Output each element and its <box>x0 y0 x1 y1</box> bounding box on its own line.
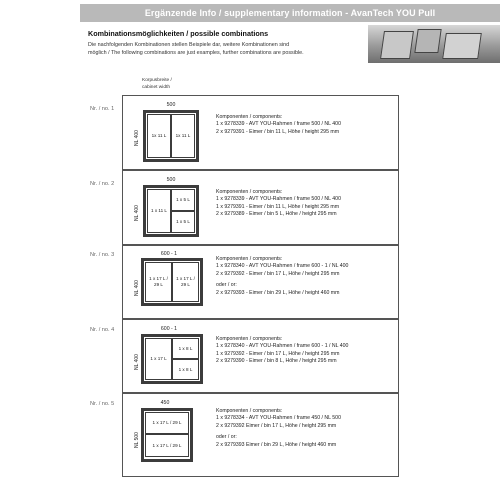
bin-cell: 1 x 8 L <box>172 338 199 359</box>
combo-card-5 <box>122 393 399 477</box>
frame-diagram <box>141 334 203 384</box>
bin-cell: 1x 11 L <box>147 114 171 158</box>
combo-number: Nr. / no. 3 <box>90 252 115 258</box>
combo-card-4 <box>122 319 399 393</box>
cabinet-width: 600 - 1 <box>160 251 178 257</box>
component-line: 2 x 9279393 Eimer / bin 29 L, Höhe / height 460 mm <box>216 441 337 448</box>
component-line: 1 x 9278340 - AVT YOU-Rahmen / frame 600 - 1 / NL 400 <box>216 343 349 350</box>
section-title: Kombinationsmöglichkeiten / possible combinations <box>88 29 269 38</box>
column-label <box>142 77 172 91</box>
component-line: oder / or: <box>216 434 237 441</box>
cabinet-width: 500 <box>166 177 176 183</box>
combo-card-3 <box>122 245 399 319</box>
bin-cell: 1 x 11 L <box>147 189 171 233</box>
components-list <box>216 189 341 219</box>
component-line: 2 x 9279390 - Eimer / bin 8 L, Höhe / height 295 mm <box>216 358 337 365</box>
frame-diagram <box>143 110 199 162</box>
component-line: 1 x 9279392 - Eimer / bin 17 L, Höhe / height 295 mm <box>216 350 340 357</box>
components-list <box>216 336 348 366</box>
component-line: Komponenten / components: <box>216 336 283 342</box>
component-line: 2 x 9279392 Eimer / bin 17 L, Höhe / height 295 mm <box>216 422 337 429</box>
intro-line: möglich / The following combinations are just examples, further combinations are possible. <box>88 50 304 56</box>
combo-card-1 <box>122 95 399 170</box>
component-line: Komponenten / components: <box>216 114 283 120</box>
component-line: 1 x 9279391 - Eimer / bin 11 L, Höhe / height 295 mm <box>216 203 340 210</box>
component-line: 1 x 9278339 - AVT YOU-Rahmen / frame 500 / NL 400 <box>216 121 341 128</box>
components-list <box>216 256 348 297</box>
component-line: 1 x 9278334 - AVT YOU-Rahmen / frame 450 / NL 500 <box>216 415 341 422</box>
component-line: 2 x 9279391 - Eimer / bin 11 L, Höhe / height 295 mm <box>216 128 340 135</box>
component-line: 1 x 9278340 - AVT YOU-Rahmen / frame 600 - 1 / NL 400 <box>216 263 349 270</box>
component-line: 2 x 9279393 - Eimer / bin 29 L, Höhe / height 460 mm <box>216 289 340 296</box>
intro-line: Die nachfolgenden Kombinationen stellen Beispiele dar, weitere Kombinationen sind <box>88 42 290 48</box>
bin-cell: 1 x 17 L / 29 L <box>172 262 199 302</box>
product-photo <box>368 25 500 63</box>
component-line: 2 x 9279389 - Eimer / bin 5 L, Höhe / height 295 mm <box>216 211 337 218</box>
depth-label: NL 400 <box>134 280 140 296</box>
component-line: 2 x 9279392 - Eimer / bin 17 L, Höhe / height 295 mm <box>216 270 340 277</box>
component-line: 1 x 9278339 - AVT YOU-Rahmen / frame 500 / NL 400 <box>216 196 341 203</box>
component-line: Komponenten / components: <box>216 189 283 195</box>
component-line: Komponenten / components: <box>216 256 283 262</box>
components-list <box>216 408 341 449</box>
combo-number: Nr. / no. 1 <box>90 106 115 112</box>
cabinet-width: 450 <box>160 400 170 406</box>
bin-cell: 1 x 17 L <box>145 338 172 380</box>
frame-diagram <box>141 258 203 306</box>
combo-card-2 <box>122 170 399 245</box>
cabinet-width: 600 - 1 <box>160 326 178 332</box>
frame-diagram <box>141 408 193 462</box>
components-list <box>216 114 341 136</box>
combo-number: Nr. / no. 5 <box>90 401 115 407</box>
bin-cell: 1 x 5 L <box>171 211 195 233</box>
column-label-line: Korpusbreite / <box>142 78 172 83</box>
bin-cell: 1 x 8 L <box>172 359 199 380</box>
depth-label: NL 400 <box>134 354 140 370</box>
combo-number: Nr. / no. 4 <box>90 327 115 333</box>
depth-label: NL 500 <box>134 432 140 448</box>
bin-cell: 1 x 5 L <box>171 189 195 211</box>
bin-cell: 1 x 17 L / 29 L <box>145 412 189 434</box>
component-line: oder / or: <box>216 282 237 289</box>
bin-cell: 1 x 17 L / 29 L <box>145 262 172 302</box>
bin-cell: 1x 11 L <box>171 114 195 158</box>
depth-label: NL 400 <box>134 130 140 146</box>
depth-label: NL 400 <box>134 205 140 221</box>
column-label-line: cabinet width <box>142 85 170 90</box>
frame-diagram <box>143 185 199 237</box>
page-header: Ergänzende Info / supplementary information - AvanTech YOU Pull <box>80 4 500 22</box>
cabinet-width: 500 <box>166 102 176 108</box>
bin-cell: 1 x 17 L / 29 L <box>145 434 189 457</box>
combo-number: Nr. / no. 2 <box>90 181 115 187</box>
intro-text <box>88 41 363 57</box>
component-line: Komponenten / components: <box>216 408 283 414</box>
